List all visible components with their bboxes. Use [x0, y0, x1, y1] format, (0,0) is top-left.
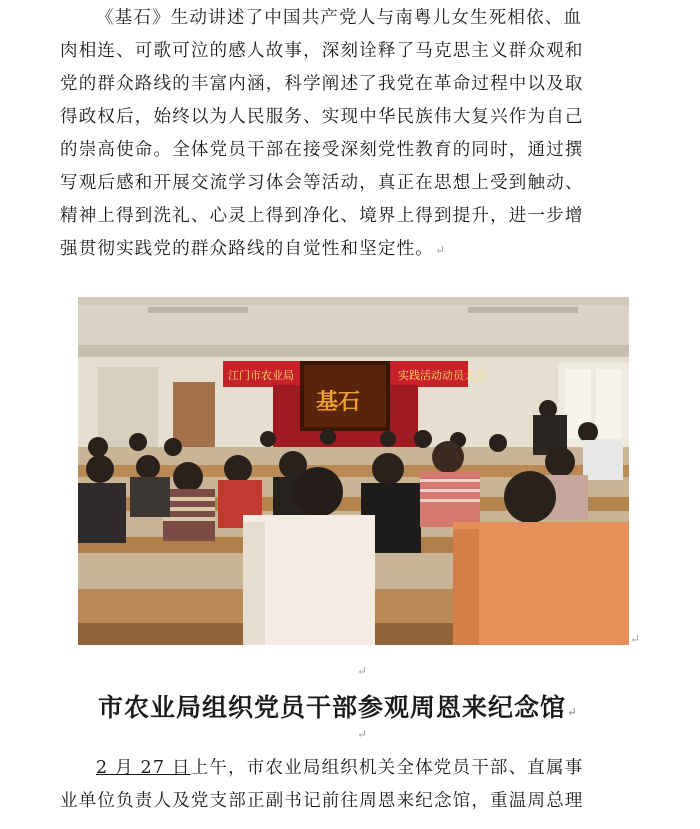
- section-heading: [98, 688, 578, 724]
- news-paragraph: [60, 752, 650, 818]
- banner-left-text: 江门市农业局: [228, 370, 294, 382]
- screen-text: 基石: [316, 389, 361, 415]
- photo-paragraph-mark-icon: ↵: [630, 632, 641, 646]
- meeting-photo: [78, 297, 629, 645]
- paragraph-line: 党的群众路线的丰富内涵，科学阐述了我党在革命过程中以及取: [60, 74, 584, 94]
- paragraph-mark-icon: ↵: [567, 705, 579, 719]
- paragraph-line: 的崇高使命。全体党员干部在接受深刻党性教育的同时，通过撰: [60, 140, 584, 160]
- paragraph-line: 业单位负责人及党支部正副书记前往周恩来纪念馆，重温周总理: [60, 791, 584, 811]
- paragraph-line: 肉相连、可歌可泣的感人故事，深刻诠释了马克思主义群众观和: [60, 41, 584, 61]
- paragraph-line: [60, 752, 650, 785]
- empty-paragraph-mark-icon: ↵: [357, 727, 368, 741]
- date-text: 2 月 27 日: [96, 758, 191, 778]
- banner-right-text: 实践活动动员大会: [398, 370, 486, 382]
- paragraph-line: [60, 233, 650, 266]
- paragraph-line-text: 强贯彻实践党的群众路线的自觉性和坚定性。: [60, 239, 434, 259]
- paragraph-mark-icon: ↵: [435, 243, 447, 257]
- intro-paragraph: [60, 2, 650, 266]
- paragraph-line: 得政权后，始终以为人民服务、实现中华民族伟大复兴作为自己: [60, 107, 584, 127]
- empty-paragraph-mark-icon: ↵: [357, 664, 368, 678]
- paragraph-line: 《基石》生动讲述了中国共产党人与南粤儿女生死相依、血: [96, 8, 583, 28]
- paragraph-line: 写观后感和开展交流学习体会等活动，真正在思想上受到触动、: [60, 173, 584, 193]
- paragraph-line: 精神上得到洗礼、心灵上得到净化、境界上得到提升，进一步增: [60, 206, 584, 226]
- paragraph-line-text: 上午，市农业局组织机关全体党员干部、直属事: [190, 758, 584, 778]
- heading-text: 市农业局组织党员干部参观周恩来纪念馆: [98, 693, 567, 722]
